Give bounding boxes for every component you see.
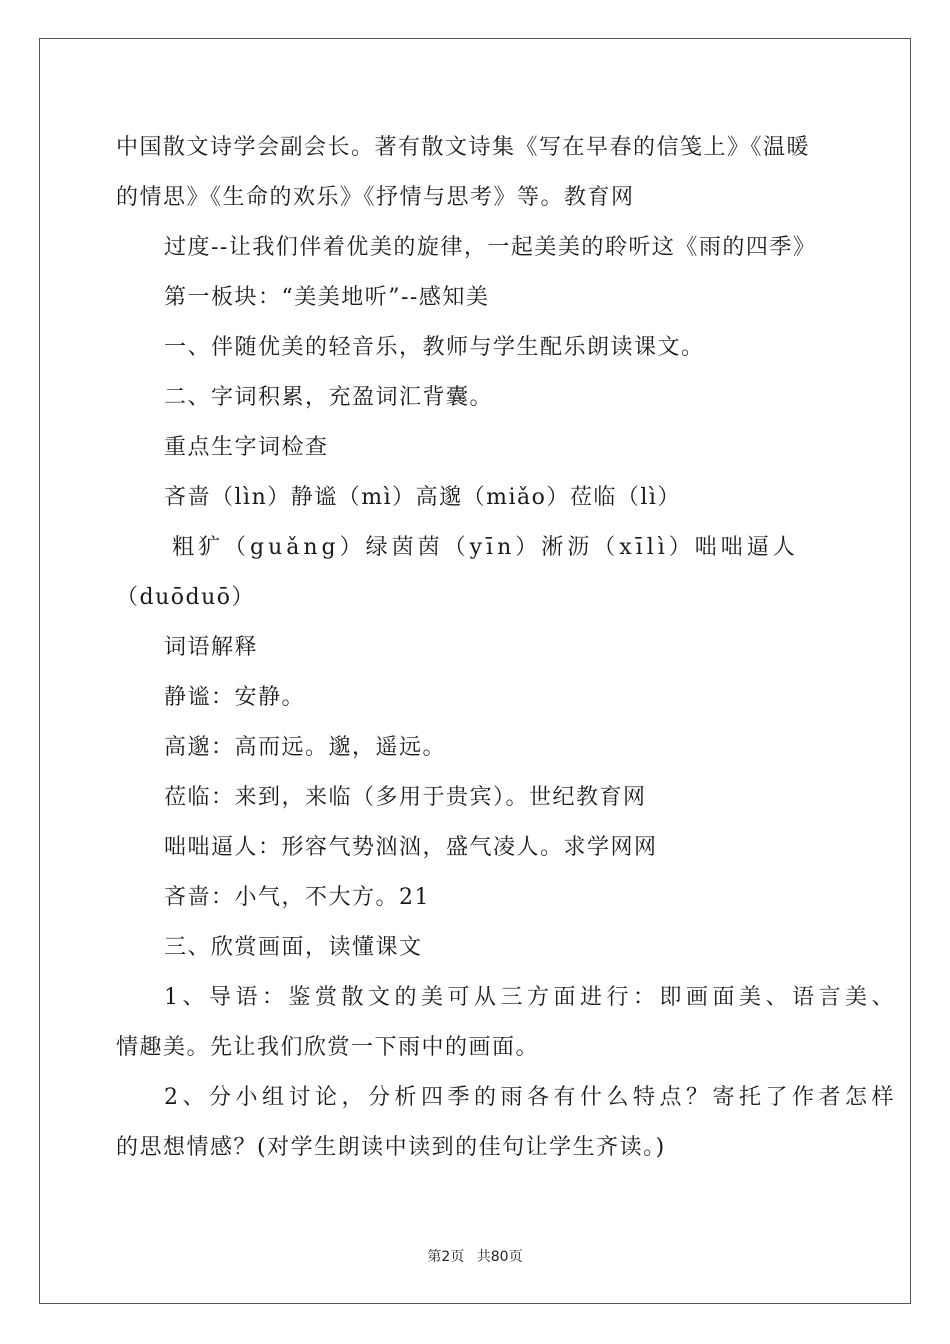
definition-line: 高邈：高而远。邈，遥远。	[164, 735, 447, 760]
text-line: 过度--让我们伴着优美的旋律，一起美美的聆听这《雨的四季》	[164, 235, 817, 260]
text-line: 的情思》《生命的欢乐》《抒情与思考》等。教育网	[116, 185, 635, 210]
text-line: 中国散文诗学会副会长。著有散文诗集《写在早春的信笺上》《温暖	[116, 135, 811, 160]
section-heading: 三、欣赏画面，读懂课文	[164, 935, 423, 960]
document-body	[116, 128, 898, 1178]
vocab-line: 吝啬（lìn）静谧（mì）高邈（miǎo）莅临（lì）	[164, 485, 681, 510]
text-line: 二、字词积累，充盈词汇背囊。	[164, 385, 494, 410]
page-number: 第2页	[427, 1249, 465, 1265]
page-total: 共80页	[476, 1249, 523, 1265]
text-line: 2、分小组讨论，分析四季的雨各有什么特点？寄托了作者怎样	[164, 1085, 898, 1110]
text-line: 1、导语：鉴赏散文的美可从三方面进行：即画面美、语言美、	[164, 985, 898, 1010]
vocab-line: （duōduō）	[116, 585, 255, 610]
text-line: 的思想情感？(对学生朗读中读到的佳句让学生齐读。)	[116, 1135, 666, 1160]
definition-line: 莅临：来到，来临（多用于贵宾）。世纪教育网	[164, 785, 647, 810]
text-line: 一、伴随优美的轻音乐，教师与学生配乐朗读课文。	[164, 335, 705, 360]
section-heading: 第一板块：“美美地听”--感知美	[164, 285, 490, 310]
text-line: 情趣美。先让我们欣赏一下雨中的画面。	[116, 1035, 540, 1060]
page-footer	[0, 1246, 950, 1266]
definition-line: 静谧：安静。	[164, 685, 306, 710]
definition-line: 吝啬：小气，不大方。21	[164, 885, 430, 910]
vocab-line: 粗犷（guǎng）绿茵茵（yīn）淅沥（xīlì）咄咄逼人	[172, 535, 799, 560]
definition-line: 咄咄逼人：形容气势汹汹，盛气凌人。求学网网	[164, 835, 658, 860]
text-line: 重点生字词检查	[164, 435, 329, 460]
text-line: 词语解释	[164, 635, 259, 660]
